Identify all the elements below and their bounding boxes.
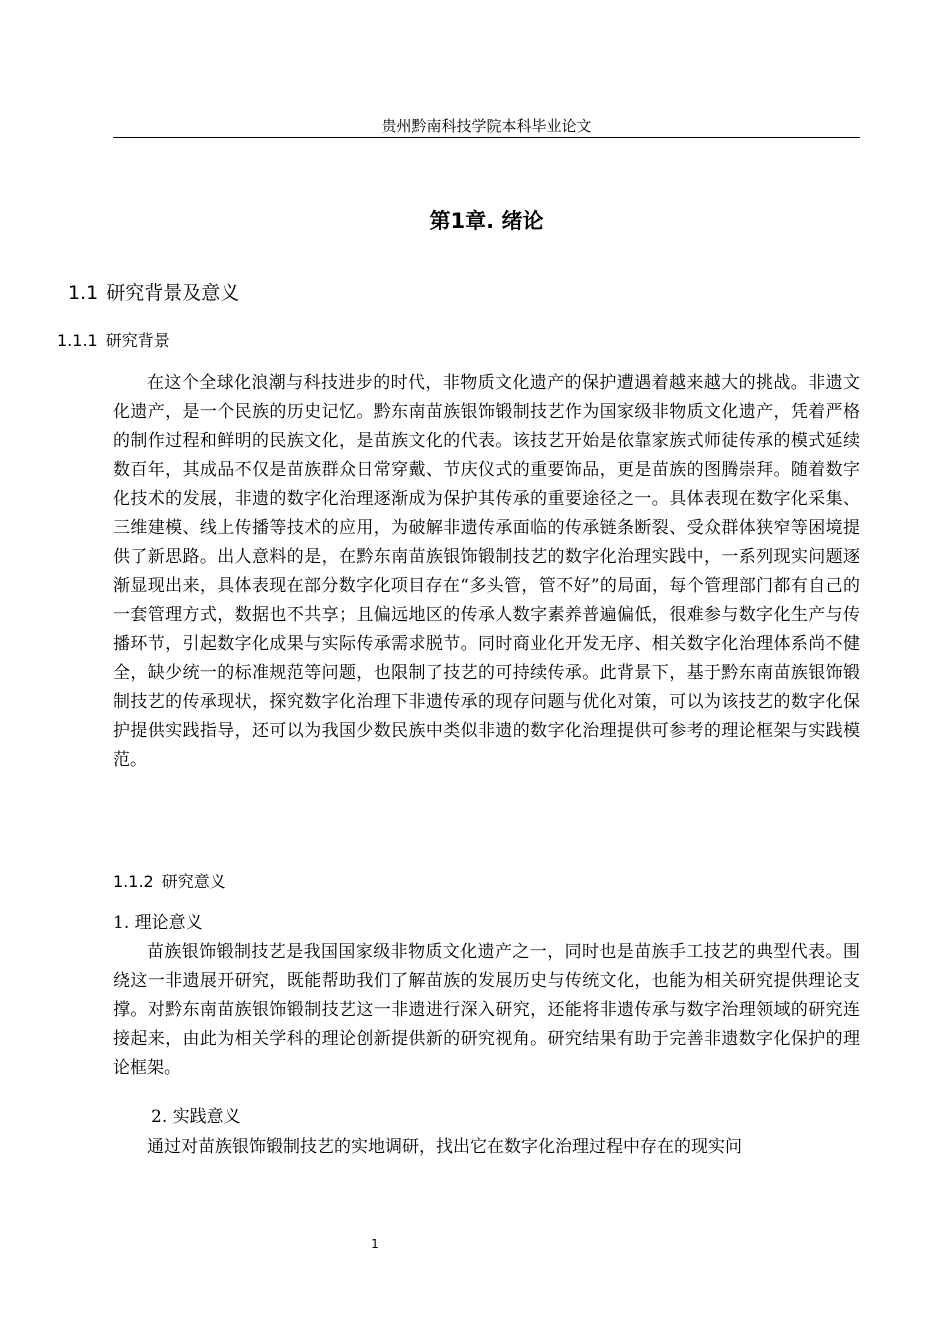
background-paragraph: 在这个全球化浪潮与科技进步的时代，非物质文化遗产的保护遭遇着越来越大的挑战。非遗文化遗产，是一个民族的历史记忆。黔东南苗族银饰锻制技艺作为国家级非物质文化遗产，凭着严格的制作过程和鲜明的民族文化，是苗族文化的代表。该技艺开始是依靠家族式师徒传承的模式延续数百年，其成品不仅是苗族群众日常穿戴、节庆仪式的重要饰品，更是苗族的图腾崇拜。随着数字化技术的发展，非遗的数字化治理逐渐成为保护其传承的重要途径之一。具体表现在数字化采集、三维建模、线上传播等技术的应用，为破解非遗传承面临的传承链条断裂、受众群体狭窄等困境提供了新思路。出人意料的是，在黔东南苗族银饰锻制技艺的数字化治理实践中，一系列现实问题逐渐显现出来，具体表现在部分数字化项目存在“多头管，管不好”的局面，每个管理部门都有自己的一套管理方式，数据也不共享；且偏远地区的传承人数字素养普遍偏低，很难参与数字化生产与传播环节，引起数字化成果与实际传承需求脱节。同时商业化开发无序、相关数字化治理体系尚不健全，缺少统一的标准规范等问题，也限制了技艺的可持续传承。此背景下，基于黔东南苗族银饰锻制技艺的传承现状，探究数字化治理下非遗传承的现存问题与优化对策，可以为该技艺的数字化保护提供实践指导，还可以为我国少数民族中类似非遗的数字化治理提供可参考的理论框架与实践模范。 <box>113 373 860 770</box>
subsection-heading-1-1-1 <box>57 329 170 353</box>
chapter-title: 第1章. 绪论 <box>429 209 544 233</box>
running-header: 贵州黔南科技学院本科毕业论文 <box>381 117 592 135</box>
section-title: 研究背景及意义 <box>106 282 240 304</box>
theoretical-significance-paragraph: 苗族银饰锻制技艺是我国国家级非物质文化遗产之一，同时也是苗族手工技艺的典型代表。围绕这一非遗展开研究，既能帮助我们了解苗族的发展历史与传统文化，也能为相关研究提供理论支撑。对黔东南苗族银饰锻制技艺这一非遗进行深入研究，还能将非遗传承与数字治理领域的研究连接起来，由此为相关学科的理论创新提供新的研究视角。研究结果有助于完善非遗数字化保护的理论框架。 <box>113 942 860 1078</box>
practical-significance-paragraph: 通过对苗族银饰锻制技艺的实地调研，找出它在数字化治理过程中存在的现实问 <box>147 1137 742 1157</box>
section-heading-1-1 <box>68 279 239 307</box>
header-rule <box>113 137 860 138</box>
subsection-title: 研究背景 <box>105 331 170 350</box>
list-item-practical: 2. 实践意义 <box>151 1107 241 1127</box>
page-number: 1 <box>371 1237 379 1251</box>
subsection-heading-1-1-2 <box>113 870 226 894</box>
subsection-number: 1.1.1 <box>57 331 98 350</box>
list-item-theoretical: 1. 理论意义 <box>113 913 203 933</box>
subsection-title: 研究意义 <box>161 872 226 891</box>
subsection-number: 1.1.2 <box>113 872 154 891</box>
section-number: 1.1 <box>68 282 99 304</box>
